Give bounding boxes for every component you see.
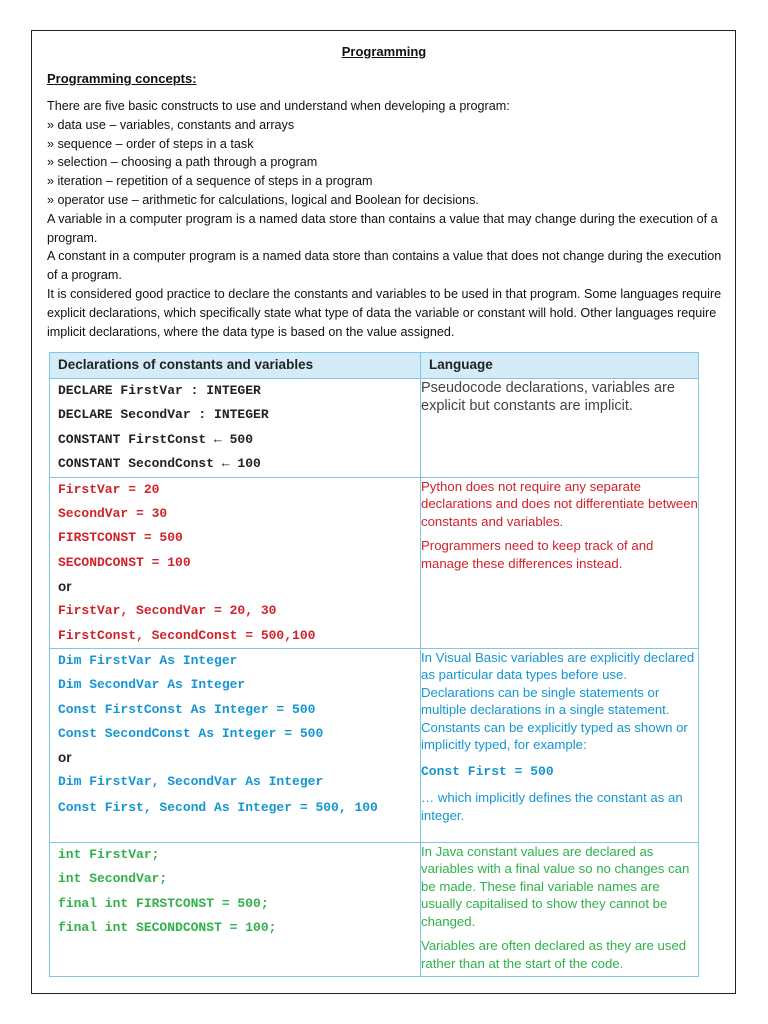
code-line: CONSTANT FirstConst ← 500	[58, 431, 254, 447]
construct-item: » data use – variables, constants and arrays	[47, 117, 295, 132]
pseudocode-code-cell	[50, 379, 421, 478]
description-text: Pseudocode declarations, variables are explicit but constants are implicit.	[421, 380, 675, 414]
python-description	[421, 477, 699, 648]
constant-definition: A constant in a computer program is a named data store than contains a value that does not change during the execution of a program.	[47, 249, 722, 283]
construct-item: » operator use – arithmetic for calculations, logical and Boolean for decisions.	[47, 192, 479, 207]
table-row-pseudocode	[50, 379, 699, 478]
code-line: Const FirstConst As Integer = 500	[58, 701, 316, 717]
header-declarations: Declarations of constants and variables	[50, 353, 421, 379]
code-line: SECONDCONST = 100	[58, 554, 191, 570]
description-text: In Java constant values are declared as variables with a final value so no changes can be made. These final variable names are usually capitalised to show they cannot be changed.	[421, 843, 690, 929]
description-text: In Visual Basic variables are explicitly declared as particular data types before use. Declarations can be single statements or multiple declarations in a single statement. Constants can be explicitly typed as shown or implicitly typed, for example:	[421, 649, 695, 753]
table-row-vb	[50, 648, 699, 842]
construct-item: » selection – choosing a path through a program	[47, 155, 318, 170]
intro-text	[47, 97, 727, 341]
description-text: … which implicitly defines the constant as an integer.	[421, 790, 683, 823]
code-line: Dim FirstVar As Integer	[58, 652, 238, 668]
declaration-paragraph: It is considered good practice to declare the constants and variables to be used in that program. Some languages require explicit declarations, which specifically state what type of data the variable or constant will hold. Other languages require implicit declarations, where the data type is based on the value assigned.	[47, 286, 722, 339]
java-code-cell	[50, 842, 421, 976]
variable-definition: A variable in a computer program is a named data store than contains a value that may change during the execution of a program.	[47, 211, 718, 245]
table-header-row	[50, 353, 699, 379]
header-language: Language	[421, 353, 699, 379]
java-description	[421, 842, 699, 976]
code-line: FIRSTCONST = 500	[58, 530, 183, 546]
pseudocode-description	[421, 379, 699, 478]
table-row-java	[50, 842, 699, 976]
code-line: SecondVar = 30	[58, 505, 168, 521]
page-title: Programming	[341, 44, 427, 59]
or-separator: or	[58, 579, 72, 595]
description-text: Programmers need to keep track of and manage these differences instead.	[421, 538, 654, 571]
code-line: Dim FirstVar, SecondVar As Integer	[58, 774, 324, 790]
code-line: DECLARE FirstVar : INTEGER	[58, 383, 261, 398]
description-code: Const First = 500	[421, 763, 554, 779]
description-text: Python does not require any separate declarations and does not differentiate between constants and variables.	[421, 478, 698, 529]
python-code-cell	[50, 477, 421, 648]
code-line: final int FIRSTCONST = 500;	[58, 895, 269, 911]
or-separator: or	[58, 750, 72, 766]
vb-description	[421, 648, 699, 842]
table-row-python	[50, 477, 699, 648]
construct-item: » sequence – order of steps in a task	[47, 136, 254, 151]
code-line: Dim SecondVar As Integer	[58, 677, 246, 693]
code-line: Const SecondConst As Integer = 500	[58, 726, 324, 742]
vb-code-cell	[50, 648, 421, 842]
code-line: FirstVar = 20	[58, 481, 160, 497]
code-line: int SecondVar;	[58, 871, 168, 887]
code-line: Const First, Second As Integer = 500, 100	[58, 799, 378, 815]
code-line: final int SECONDCONST = 100;	[58, 920, 277, 936]
declarations-table	[49, 352, 699, 977]
code-line: CONSTANT SecondConst ← 100	[58, 456, 261, 472]
section-heading: Programming concepts:	[47, 71, 197, 86]
construct-item: » iteration – repetition of a sequence of steps in a program	[47, 174, 373, 189]
code-line: DECLARE SecondVar : INTEGER	[58, 407, 269, 423]
code-line: FirstConst, SecondConst = 500,100	[58, 627, 316, 643]
code-line: FirstVar, SecondVar = 20, 30	[58, 603, 277, 619]
description-text: Variables are often declared as they are used rather than at the start of the code.	[421, 938, 687, 971]
intro-paragraph: There are five basic constructs to use and understand when developing a program:	[47, 99, 510, 113]
code-line: int FirstVar;	[58, 846, 160, 862]
